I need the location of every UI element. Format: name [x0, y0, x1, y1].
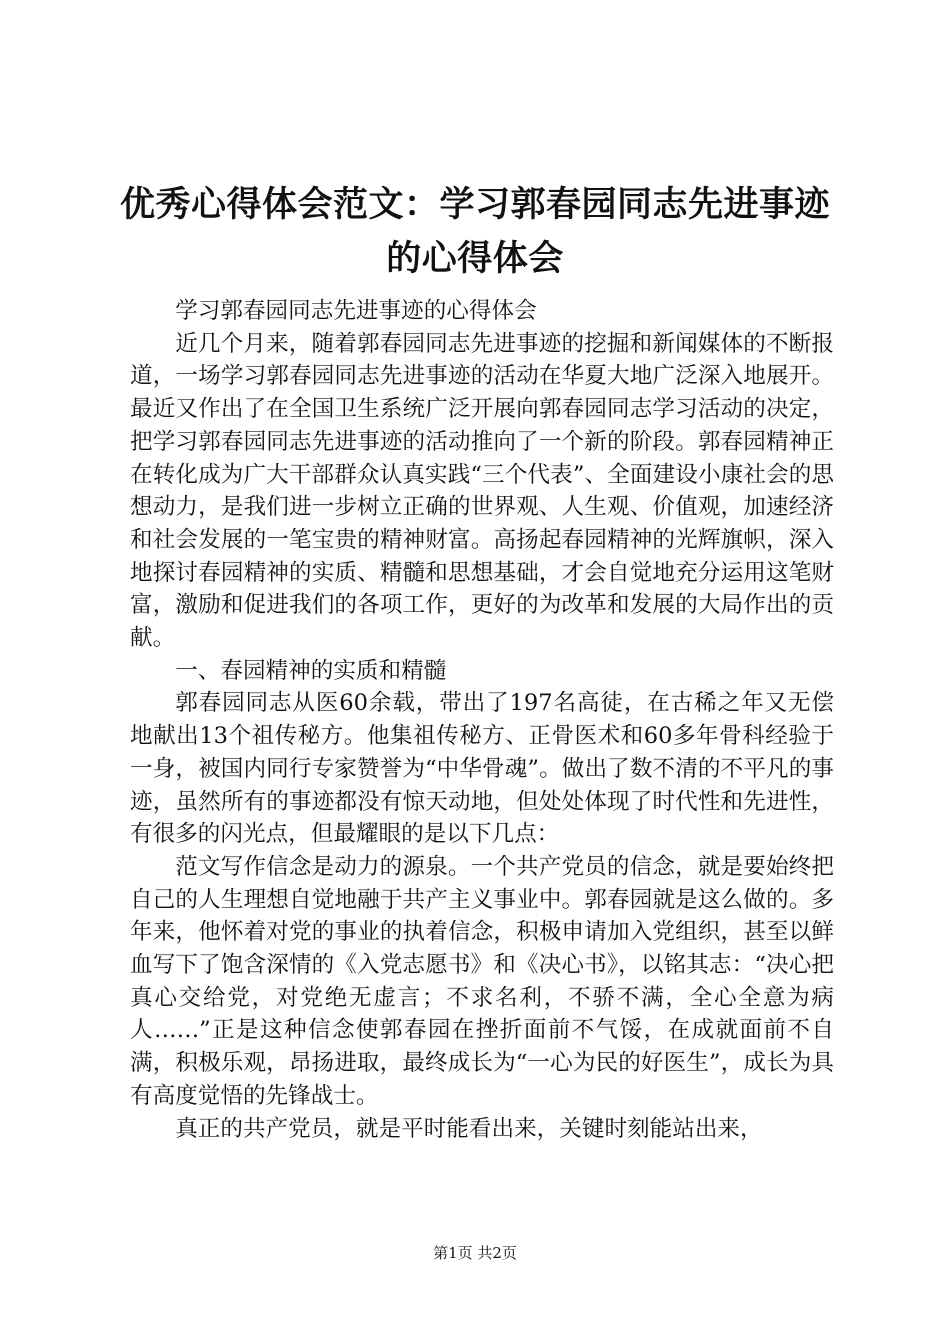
body-paragraph: 真正的共产党员，就是平时能看出来，关键时刻能站出来， [175, 1115, 763, 1142]
body-paragraph: 近几个月来，随着郭春园同志先进事迹的挖掘和新闻媒体的不断报道，一场学习郭春园同志先进事迹的活动在华夏大地广泛深入地展开。最近又作出了在全国卫生系统广泛开展向郭春园同志学习活动的决定，把学习郭春园同志先进事迹的活动推向了一个新的阶段。郭春园精神正在转化成为广大干部群众认真实践“三个代表”、全面建设小康社会的思想动力，是我们进一步树立正确的世界观、人生观、价值观，加速经济和社会发展的一笔宝贵的精神财富。高扬起春园精神的光辉旗帜，深入地探讨春园精神的实质、精髓和思想基础，才会自觉地充分运用这笔财富，激励和促进我们的各项工作，更好的为改革和发展的大局作出的贡献。 [130, 330, 834, 652]
title-line-2: 的心得体会 [386, 238, 564, 279]
title-line-1: 优秀心得体会范文：学习郭春园同志先进事迹 [119, 184, 830, 225]
body-paragraph: 郭春园同志从医60余载，带出了197名高徒，在古稀之年又无偿地献出13个祖传秘方。他集祖传秘方、正骨医术和60多年骨科经验于一身，被国内同行专家赞誉为“中华骨魂”。做出了数不清的不平凡的事迹，虽然所有的事迹都没有惊天动地，但处处体现了时代性和先进性，有很多的闪光点，但最耀眼的是以下几点： [130, 690, 834, 848]
section-heading: 一、春园精神的实质和精髓 [175, 657, 447, 684]
page-footer: 第1页 共2页 [433, 1244, 517, 1262]
body-paragraph: 范文写作信念是动力的源泉。一个共产党员的信念，就是要始终把自己的人生理想自觉地融于共产主义事业中。郭春园就是这么做的。多年来，他怀着对党的事业的执着信念，积极申请加入党组织，甚至以鲜血写下了饱含深情的《入党志愿书》和《决心书》，以铭其志：“决心把真心交给党，对党绝无虚言；不求名利，不骄不满，全心全意为病人……”正是这种信念使郭春园在挫折面前不气馁，在成就面前不自满，积极乐观，昂扬进取，最终成长为“一心为民的好医生”，成长为具有高度觉悟的先锋战士。 [130, 853, 834, 1109]
document-body [130, 295, 834, 1145]
document-title [100, 178, 850, 286]
subtitle-paragraph: 学习郭春园同志先进事迹的心得体会 [175, 298, 537, 324]
